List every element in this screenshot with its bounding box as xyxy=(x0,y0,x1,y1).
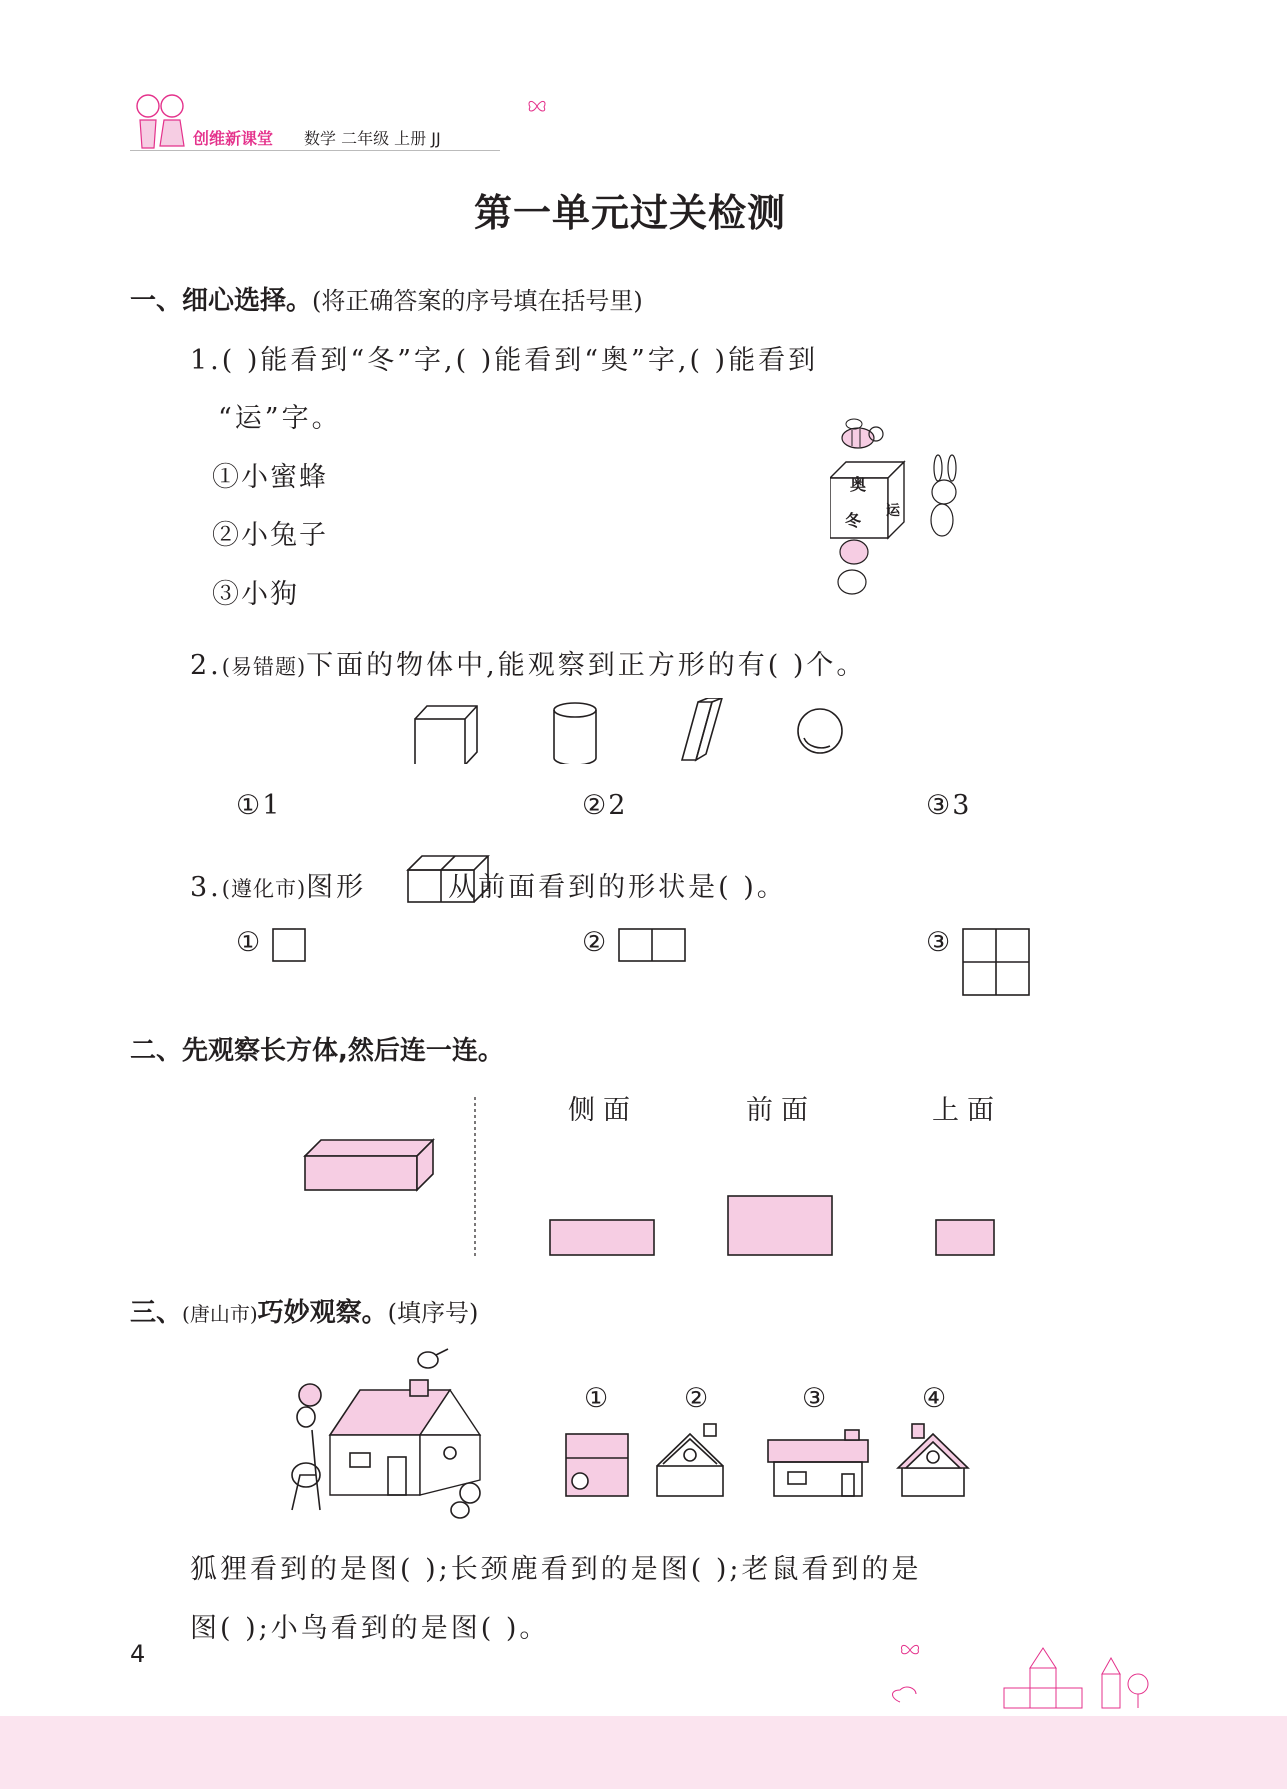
section-1-heading xyxy=(130,280,643,317)
section-3-number: 三、 xyxy=(130,1298,183,1328)
house-view-1 xyxy=(566,1434,628,1496)
house-view-2 xyxy=(657,1424,723,1496)
section-2-figures xyxy=(300,1092,1000,1262)
bee-icon xyxy=(842,419,883,448)
sphere-solid xyxy=(798,709,842,753)
mouse-icon xyxy=(451,1483,480,1518)
q3-option-1-shape xyxy=(272,928,308,964)
section-1-note: (将正确答案的序号填在括号里) xyxy=(312,287,643,315)
kids-mascot-icon xyxy=(128,88,194,154)
cylinder-solid xyxy=(554,703,596,764)
section-3-title: 巧妙观察。 xyxy=(257,1298,388,1328)
header-brand: 创维新课堂 xyxy=(193,129,274,148)
q1-option-3: ③小狗 xyxy=(212,579,299,610)
house-scene-illustration xyxy=(270,1345,500,1520)
house-view-4 xyxy=(898,1424,968,1496)
side-face-rect xyxy=(550,1220,654,1255)
q3-tag: (遵化市) xyxy=(221,877,307,901)
cube-label-top: 奥 xyxy=(850,475,867,494)
top-face-rect xyxy=(936,1220,994,1255)
figure-number-4: ④ xyxy=(922,1383,949,1414)
house-views xyxy=(560,1422,980,1522)
giraffe-icon xyxy=(292,1430,320,1510)
q1-option-1: ①小蜜蜂 xyxy=(212,462,328,493)
q3-figure xyxy=(406,854,490,904)
header-divider xyxy=(130,150,500,151)
house-view-3 xyxy=(768,1430,868,1496)
question-1-line1: 1.( )能看到“冬”字,( )能看到“奥”字,( )能看到 xyxy=(190,345,819,376)
front-face-rect xyxy=(728,1196,832,1255)
q2-text: 下面的物体中,能观察到正方形的有( )个。 xyxy=(306,650,867,681)
q3-option-3-shape xyxy=(962,928,1032,998)
house-3d xyxy=(330,1380,480,1495)
q1-cube-illustration xyxy=(830,410,980,600)
q3-text-after: 从前面看到的形状是( )。 xyxy=(448,872,787,903)
section-1-title: 一、细心选择。 xyxy=(130,286,313,316)
q1-option-2: ②小兔子 xyxy=(212,520,328,551)
q3-number: 3. xyxy=(190,872,222,903)
bird-icon xyxy=(418,1349,448,1368)
castle-decoration-icon xyxy=(880,1640,1180,1720)
cuboid-figure xyxy=(305,1140,433,1190)
q2-solids xyxy=(400,698,880,764)
q3-option-2-shape xyxy=(618,928,688,964)
label-front-face: 前面 xyxy=(746,1095,816,1126)
prism-solid xyxy=(682,698,722,760)
section-3-note: (填序号) xyxy=(387,1299,479,1327)
q3-option-2: ② xyxy=(582,927,609,958)
section-2-heading: 二、先观察长方体,然后连一连。 xyxy=(130,1036,504,1066)
question-1-line2: “运”字。 xyxy=(218,403,342,434)
label-side-face: 侧面 xyxy=(568,1095,638,1126)
cube-solid xyxy=(400,706,477,764)
footer-band xyxy=(0,1716,1287,1789)
q2-number: 2. xyxy=(190,650,222,681)
q3-option-3: ③ xyxy=(926,927,953,958)
figure-number-2: ② xyxy=(684,1383,711,1414)
section-3-tag: (唐山市) xyxy=(182,1302,258,1326)
section-3-question-line2: 图( );小鸟看到的是图( )。 xyxy=(190,1613,550,1644)
q2-option-1: ①1 xyxy=(236,790,282,821)
rabbit-icon xyxy=(931,455,956,536)
page-number: 4 xyxy=(130,1640,146,1668)
cube-label-front: 冬 xyxy=(845,511,862,530)
page-title: 第一单元过关检测 xyxy=(473,191,786,235)
section-3-heading xyxy=(130,1292,478,1329)
header-subject: 数学 二年级 上册 JJ xyxy=(304,129,441,148)
question-2 xyxy=(190,643,866,682)
figure-number-3: ③ xyxy=(802,1383,829,1414)
q2-tag: (易错题) xyxy=(221,655,307,679)
q3-option-1: ① xyxy=(236,927,263,958)
q2-option-2: ②2 xyxy=(582,790,628,821)
fox-icon xyxy=(297,1384,321,1427)
label-top-face: 上面 xyxy=(932,1095,1002,1126)
q3-text-before: 图形 xyxy=(306,872,367,903)
butterfly-icon xyxy=(526,98,548,114)
dog-icon xyxy=(838,540,868,594)
figure-number-1: ① xyxy=(584,1383,611,1414)
q2-option-3: ③3 xyxy=(926,790,972,821)
section-3-question-line1: 狐狸看到的是图( );长颈鹿看到的是图( );老鼠看到的是 xyxy=(190,1554,922,1585)
cube-label-side: 运 xyxy=(886,503,900,519)
